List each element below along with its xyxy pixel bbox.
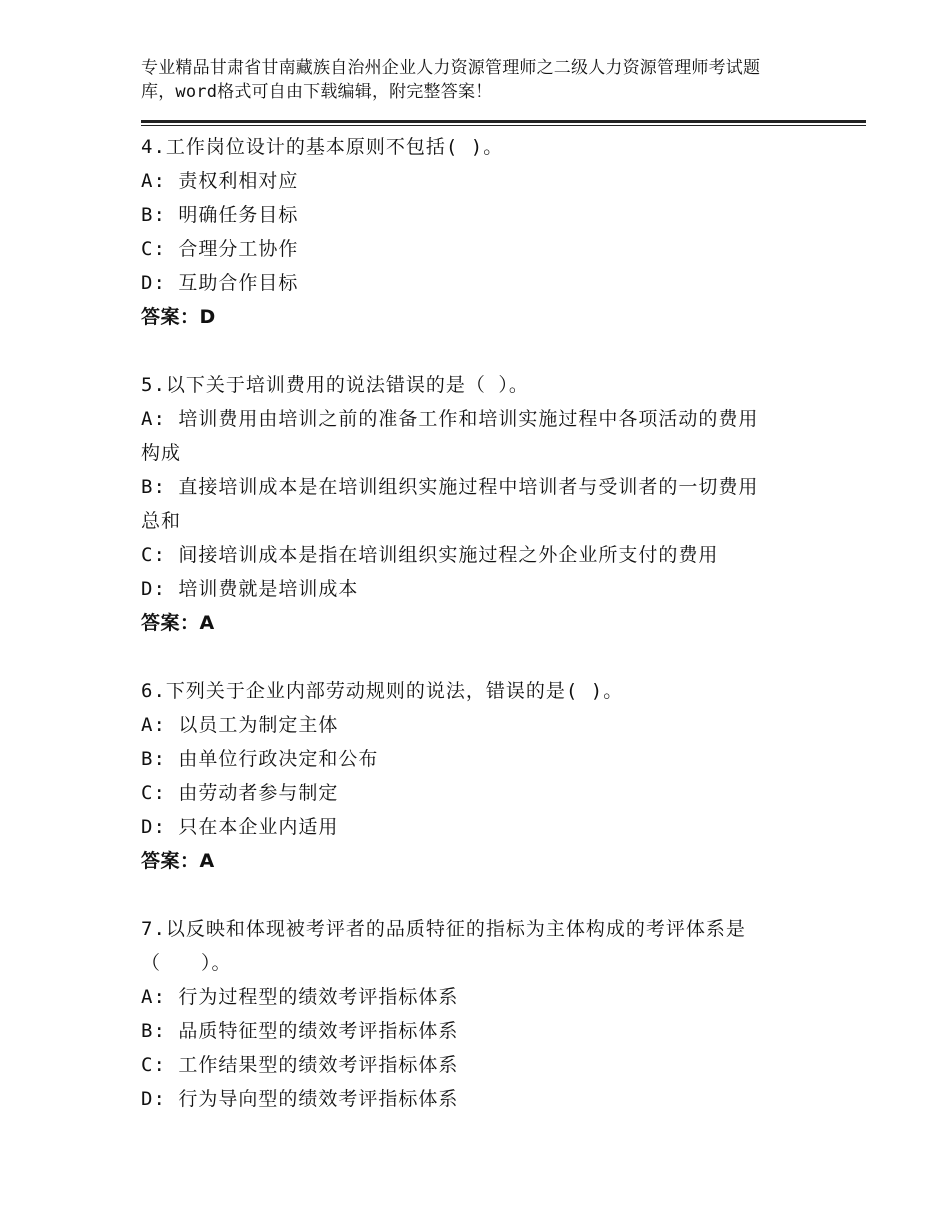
- option-a: A: 以员工为制定主体: [141, 714, 339, 736]
- option-a: A: 责权利相对应: [141, 170, 299, 192]
- question-stem: 5.以下关于培训费用的说法错误的是（ ）。: [141, 374, 529, 396]
- question-6: [141, 674, 821, 878]
- option-d: D: 培训费就是培训成本: [141, 578, 359, 600]
- question-5: [141, 368, 821, 640]
- option-c: C: 由劳动者参与制定: [141, 782, 339, 804]
- document-header: [141, 56, 841, 104]
- question-stem: 4.工作岗位设计的基本原则不包括( )。: [141, 136, 504, 158]
- answer-line: 答案：A: [141, 850, 215, 872]
- option-c: C: 工作结果型的绩效考评指标体系: [141, 1054, 459, 1076]
- option-c: C: 合理分工协作: [141, 238, 299, 260]
- option-b: B: 由单位行政决定和公布: [141, 748, 379, 770]
- option-d: D: 行为导向型的绩效考评指标体系: [141, 1088, 459, 1110]
- option-b: B: 直接培训成本是在培训组织实施过程中培训者与受训者的一切费用: [141, 476, 759, 498]
- header-divider-thin: [141, 125, 866, 126]
- option-d: D: 互助合作目标: [141, 272, 299, 294]
- answer-line: 答案：D: [141, 306, 216, 328]
- question-stem: 7.以反映和体现被考评者的品质特征的指标为主体构成的考评体系是: [141, 918, 746, 940]
- option-a-continued: 构成: [141, 442, 182, 464]
- question-stem-continued: （ ）。: [141, 952, 232, 974]
- option-d: D: 只在本企业内适用: [141, 816, 339, 838]
- option-c: C: 间接培训成本是指在培训组织实施过程之外企业所支付的费用: [141, 544, 719, 566]
- option-b: B: 品质特征型的绩效考评指标体系: [141, 1020, 459, 1042]
- option-b: B: 明确任务目标: [141, 204, 299, 226]
- option-b-continued: 总和: [141, 510, 182, 532]
- answer-line: 答案：A: [141, 612, 215, 634]
- option-a: A: 培训费用由培训之前的准备工作和培训实施过程中各项活动的费用: [141, 408, 759, 430]
- question-4: [141, 130, 821, 334]
- header-line-1: 专业精品甘肃省甘南藏族自治州企业人力资源管理师之二级人力资源管理师考试题: [141, 58, 761, 78]
- header-line-2: 库，word格式可自由下载编辑，附完整答案！: [141, 82, 493, 102]
- option-a: A: 行为过程型的绩效考评指标体系: [141, 986, 459, 1008]
- question-list: [141, 130, 821, 1150]
- question-stem: 6.下列关于企业内部劳动规则的说法，错误的是( )。: [141, 680, 624, 702]
- question-7: [141, 912, 821, 1116]
- header-divider-thick: [141, 120, 866, 123]
